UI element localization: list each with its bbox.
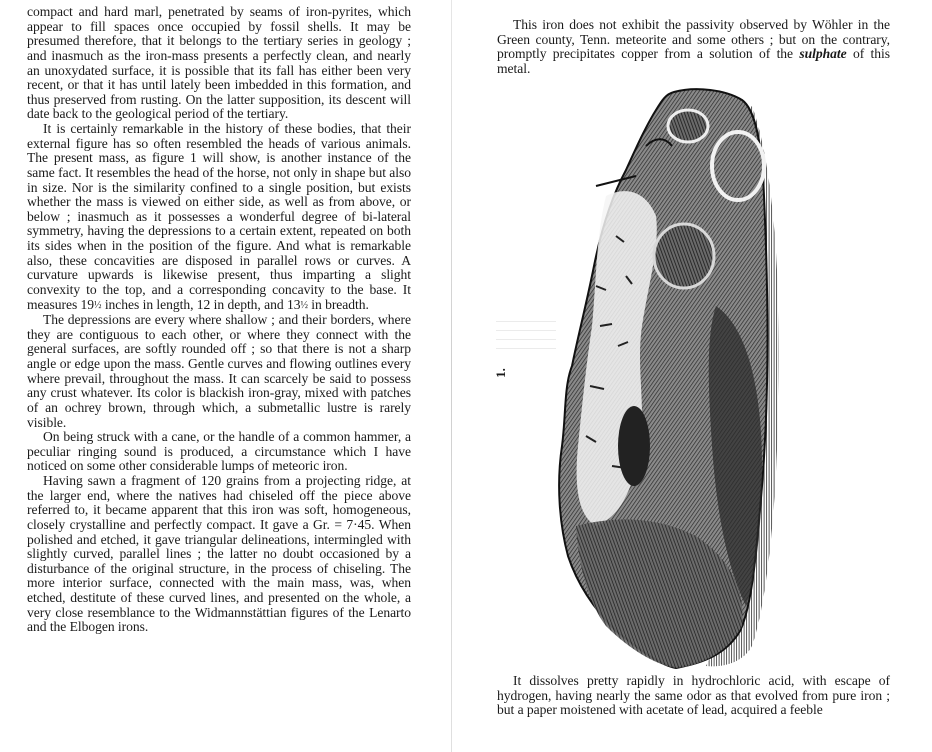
page-gutter: [451, 0, 452, 752]
paragraph-passivity: [497, 18, 890, 77]
passivity-tail: of this metal.: [497, 46, 890, 76]
sulphate-word: sulphate: [799, 46, 847, 62]
depression-top: [668, 110, 708, 142]
depression-lower-left: [618, 406, 650, 486]
right-page: [456, 0, 932, 752]
measure-fraction-2: ½: [300, 299, 308, 311]
paragraph-hydrochloric: It dissolves pretty rapidly in hydrochloric acid, with escape of hydrogen, having nearly the same odor as that evolved from pure iron ; but a paper moistened with acetate of lead, acquired a feeble: [497, 673, 890, 718]
measure-text-1: It measures 19: [27, 281, 411, 312]
figure-number-label: 1.: [492, 368, 508, 378]
right-top-text: [497, 18, 890, 77]
paragraph-ringing-sound: On being struck with a cane, or the handle of a common hammer, a peculiar ringing sound is produced, a circumstance which I have noticed on some other considerable lumps of meteoric iron.: [27, 429, 411, 474]
depression-upper-right: [712, 132, 764, 200]
measure-text-2: inches in length, 12 in depth, and 13: [101, 296, 301, 312]
left-page: [0, 0, 450, 752]
show-through-text: [496, 316, 556, 356]
left-text-column: [27, 5, 411, 635]
meteorite-illustration: [556, 86, 796, 672]
paragraph-depressions: The depressions are every where shallow ; and their borders, where they are contiguous to each other, or where they connect with the general surfaces, are softly rounded off ; so that there is not a sharp angle or edge upon the mass. Gentle curves and flowing outlines every where prevail, throughout the mass. It can scarcely be said to possess any crust whatever. Its color is blackish iron-gray, mixed with patches of an ochrey brown, through which, a submetallic lustre is rarely visible.: [27, 312, 411, 430]
paragraph-etching: Having sawn a fragment of 120 grains from a projecting ridge, at the larger end, where the natives had chiseled off the piece above referred to, it became apparent that this iron was soft, homogeneous, closely crystalline and perfectly compact. It gave a Gr. = 7·45. When polished and etched, it gave triangular delineations, intermingled with slightly curved, parallel lines ; the latter no doubt occasioned by a disturbance of the original structure, in the process of chiseling. The more interior surface, connected with the main mass, was, when etched, destitute of these curved lines, and presented on the whole, a very close resemblance to the Widmannstättian figures of the Lenarto and the Elbogen irons.: [27, 473, 411, 635]
measure-fraction-1: ½: [94, 299, 102, 311]
right-bottom-text: [497, 674, 890, 718]
paragraph-animal-heads: [27, 122, 411, 313]
depression-middle: [654, 224, 714, 288]
paragraph-marl: compact and hard marl, penetrated by seams of iron-pyrites, which appear to fill spaces once occupied by fossil shells. It may be presumed therefore, that it belongs to the tertiary series in geology ; and inasmuch as the iron-mass presents a perfectly clean, and nearly an unoxydated surface, it is possible that its fall has either been very recent, or that it has until lately been imbedded in this formation, and thus preserved from rusting. On the latter supposition, its descent will date back to the geological period of the tertiary.: [27, 4, 411, 122]
measure-text-3: in breadth.: [307, 296, 369, 312]
paragraph-animal-heads-text: It is certainly remarkable in the history of these bodies, that their external figure has so often resembled the heads of various animals. The present mass, as figure 1 will show, is another instance of the same fact. It resembles the head of the horse, not only in shape but also in size. Nor is the similarity confined to a single position, but exists whether the mass is viewed on either side, as well as from above, or below ; inasmuch as it possesses a wonderful degree of bi-lateral symmetry, having the depressions to a certain extent, repeated on both its sides when in the position of the figure. And what is remarkable also, these concavities are disposed in parallel rows or curves. A curvature upwards is likewise present, thus imparting a slight convexity to the top, and a corresponding concavity to the base.: [27, 121, 411, 297]
passivity-text: This iron does not exhibit the passivity observed by Wöhler in the Green county, Tenn. meteorite and some others ; but on the contrary, promptly precipitates copper from a solution of the: [497, 17, 890, 62]
